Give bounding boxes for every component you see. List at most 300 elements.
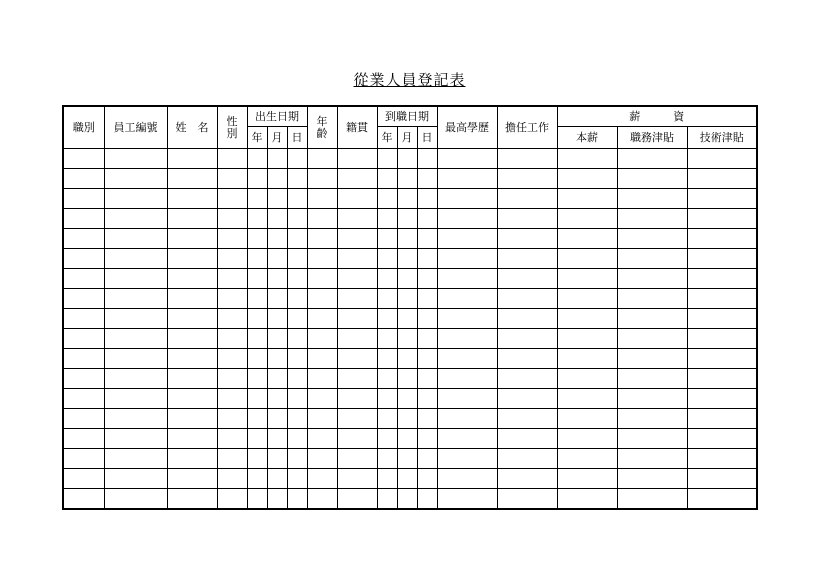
cell-employee-no[interactable] xyxy=(104,349,167,369)
cell-hire-day[interactable] xyxy=(417,409,437,429)
cell-hire-year[interactable] xyxy=(377,289,397,309)
cell-birth-year[interactable] xyxy=(247,189,267,209)
cell-birth-day[interactable] xyxy=(287,429,307,449)
cell-origin[interactable] xyxy=(337,469,377,489)
cell-duty-allowance[interactable] xyxy=(617,429,687,449)
cell-job[interactable] xyxy=(497,449,557,469)
cell-employee-no[interactable] xyxy=(104,429,167,449)
cell-birth-year[interactable] xyxy=(247,489,267,510)
cell-base-pay[interactable] xyxy=(557,329,617,349)
cell-base-pay[interactable] xyxy=(557,409,617,429)
cell-duty-allowance[interactable] xyxy=(617,369,687,389)
cell-birth-month[interactable] xyxy=(267,449,287,469)
cell-duty-allowance[interactable] xyxy=(617,489,687,510)
cell-education[interactable] xyxy=(437,189,497,209)
cell-birth-month[interactable] xyxy=(267,169,287,189)
cell-tech-allowance[interactable] xyxy=(687,169,757,189)
cell-age[interactable] xyxy=(307,369,337,389)
cell-age[interactable] xyxy=(307,409,337,429)
cell-hire-day[interactable] xyxy=(417,309,437,329)
cell-age[interactable] xyxy=(307,309,337,329)
cell-birth-year[interactable] xyxy=(247,369,267,389)
cell-origin[interactable] xyxy=(337,409,377,429)
cell-birth-day[interactable] xyxy=(287,389,307,409)
cell-hire-year[interactable] xyxy=(377,329,397,349)
cell-age[interactable] xyxy=(307,489,337,510)
cell-age[interactable] xyxy=(307,249,337,269)
cell-education[interactable] xyxy=(437,169,497,189)
cell-birth-month[interactable] xyxy=(267,329,287,349)
cell-gender[interactable] xyxy=(217,469,247,489)
cell-education[interactable] xyxy=(437,249,497,269)
cell-duty-allowance[interactable] xyxy=(617,329,687,349)
cell-origin[interactable] xyxy=(337,269,377,289)
cell-hire-year[interactable] xyxy=(377,409,397,429)
cell-hire-month[interactable] xyxy=(397,409,417,429)
cell-name[interactable] xyxy=(167,429,217,449)
cell-birth-year[interactable] xyxy=(247,309,267,329)
cell-duty-allowance[interactable] xyxy=(617,389,687,409)
cell-hire-day[interactable] xyxy=(417,329,437,349)
cell-employee-no[interactable] xyxy=(104,289,167,309)
cell-birth-year[interactable] xyxy=(247,229,267,249)
cell-employee-no[interactable] xyxy=(104,169,167,189)
cell-hire-day[interactable] xyxy=(417,429,437,449)
cell-position[interactable] xyxy=(63,449,104,469)
cell-name[interactable] xyxy=(167,329,217,349)
cell-origin[interactable] xyxy=(337,489,377,510)
cell-job[interactable] xyxy=(497,429,557,449)
cell-birth-month[interactable] xyxy=(267,389,287,409)
cell-employee-no[interactable] xyxy=(104,369,167,389)
cell-gender[interactable] xyxy=(217,489,247,510)
cell-birth-day[interactable] xyxy=(287,409,307,429)
cell-job[interactable] xyxy=(497,389,557,409)
cell-tech-allowance[interactable] xyxy=(687,289,757,309)
cell-hire-month[interactable] xyxy=(397,369,417,389)
cell-job[interactable] xyxy=(497,329,557,349)
cell-position[interactable] xyxy=(63,489,104,510)
cell-employee-no[interactable] xyxy=(104,269,167,289)
cell-hire-month[interactable] xyxy=(397,189,417,209)
cell-origin[interactable] xyxy=(337,149,377,169)
cell-hire-year[interactable] xyxy=(377,189,397,209)
cell-name[interactable] xyxy=(167,149,217,169)
cell-name[interactable] xyxy=(167,229,217,249)
cell-position[interactable] xyxy=(63,469,104,489)
cell-base-pay[interactable] xyxy=(557,489,617,510)
cell-hire-month[interactable] xyxy=(397,469,417,489)
cell-gender[interactable] xyxy=(217,249,247,269)
cell-origin[interactable] xyxy=(337,449,377,469)
cell-base-pay[interactable] xyxy=(557,429,617,449)
cell-hire-month[interactable] xyxy=(397,209,417,229)
cell-birth-month[interactable] xyxy=(267,229,287,249)
cell-age[interactable] xyxy=(307,189,337,209)
cell-birth-year[interactable] xyxy=(247,149,267,169)
cell-hire-month[interactable] xyxy=(397,329,417,349)
cell-age[interactable] xyxy=(307,149,337,169)
cell-position[interactable] xyxy=(63,389,104,409)
cell-employee-no[interactable] xyxy=(104,249,167,269)
cell-education[interactable] xyxy=(437,229,497,249)
cell-hire-month[interactable] xyxy=(397,289,417,309)
cell-hire-year[interactable] xyxy=(377,229,397,249)
cell-education[interactable] xyxy=(437,269,497,289)
cell-employee-no[interactable] xyxy=(104,209,167,229)
cell-birth-month[interactable] xyxy=(267,349,287,369)
cell-duty-allowance[interactable] xyxy=(617,289,687,309)
cell-birth-day[interactable] xyxy=(287,489,307,510)
cell-origin[interactable] xyxy=(337,369,377,389)
cell-name[interactable] xyxy=(167,269,217,289)
cell-hire-day[interactable] xyxy=(417,189,437,209)
cell-job[interactable] xyxy=(497,189,557,209)
cell-hire-year[interactable] xyxy=(377,269,397,289)
cell-gender[interactable] xyxy=(217,209,247,229)
cell-employee-no[interactable] xyxy=(104,469,167,489)
cell-birth-year[interactable] xyxy=(247,449,267,469)
cell-birth-year[interactable] xyxy=(247,389,267,409)
cell-age[interactable] xyxy=(307,349,337,369)
cell-name[interactable] xyxy=(167,369,217,389)
cell-base-pay[interactable] xyxy=(557,169,617,189)
cell-gender[interactable] xyxy=(217,349,247,369)
cell-hire-day[interactable] xyxy=(417,389,437,409)
cell-birth-year[interactable] xyxy=(247,269,267,289)
cell-employee-no[interactable] xyxy=(104,489,167,510)
cell-birth-day[interactable] xyxy=(287,209,307,229)
cell-duty-allowance[interactable] xyxy=(617,349,687,369)
cell-tech-allowance[interactable] xyxy=(687,269,757,289)
cell-tech-allowance[interactable] xyxy=(687,369,757,389)
cell-education[interactable] xyxy=(437,489,497,510)
cell-gender[interactable] xyxy=(217,389,247,409)
cell-hire-day[interactable] xyxy=(417,489,437,510)
cell-employee-no[interactable] xyxy=(104,149,167,169)
cell-birth-month[interactable] xyxy=(267,429,287,449)
cell-hire-month[interactable] xyxy=(397,309,417,329)
cell-employee-no[interactable] xyxy=(104,229,167,249)
cell-education[interactable] xyxy=(437,349,497,369)
cell-hire-day[interactable] xyxy=(417,209,437,229)
cell-name[interactable] xyxy=(167,169,217,189)
cell-name[interactable] xyxy=(167,489,217,510)
cell-age[interactable] xyxy=(307,269,337,289)
cell-hire-day[interactable] xyxy=(417,349,437,369)
cell-job[interactable] xyxy=(497,269,557,289)
cell-tech-allowance[interactable] xyxy=(687,249,757,269)
cell-duty-allowance[interactable] xyxy=(617,189,687,209)
cell-birth-day[interactable] xyxy=(287,449,307,469)
cell-birth-year[interactable] xyxy=(247,469,267,489)
cell-origin[interactable] xyxy=(337,189,377,209)
cell-tech-allowance[interactable] xyxy=(687,429,757,449)
cell-education[interactable] xyxy=(437,209,497,229)
cell-tech-allowance[interactable] xyxy=(687,149,757,169)
cell-position[interactable] xyxy=(63,329,104,349)
cell-hire-year[interactable] xyxy=(377,249,397,269)
cell-hire-month[interactable] xyxy=(397,349,417,369)
cell-name[interactable] xyxy=(167,469,217,489)
cell-birth-day[interactable] xyxy=(287,289,307,309)
cell-age[interactable] xyxy=(307,389,337,409)
cell-origin[interactable] xyxy=(337,249,377,269)
cell-origin[interactable] xyxy=(337,289,377,309)
cell-hire-month[interactable] xyxy=(397,149,417,169)
cell-position[interactable] xyxy=(63,309,104,329)
cell-base-pay[interactable] xyxy=(557,309,617,329)
cell-hire-year[interactable] xyxy=(377,429,397,449)
cell-education[interactable] xyxy=(437,369,497,389)
cell-employee-no[interactable] xyxy=(104,389,167,409)
cell-hire-year[interactable] xyxy=(377,449,397,469)
cell-base-pay[interactable] xyxy=(557,249,617,269)
cell-gender[interactable] xyxy=(217,409,247,429)
cell-duty-allowance[interactable] xyxy=(617,409,687,429)
cell-hire-year[interactable] xyxy=(377,209,397,229)
cell-hire-day[interactable] xyxy=(417,269,437,289)
cell-birth-day[interactable] xyxy=(287,229,307,249)
cell-gender[interactable] xyxy=(217,309,247,329)
cell-base-pay[interactable] xyxy=(557,149,617,169)
cell-birth-day[interactable] xyxy=(287,149,307,169)
cell-age[interactable] xyxy=(307,289,337,309)
cell-job[interactable] xyxy=(497,349,557,369)
cell-age[interactable] xyxy=(307,229,337,249)
cell-duty-allowance[interactable] xyxy=(617,309,687,329)
cell-origin[interactable] xyxy=(337,329,377,349)
cell-education[interactable] xyxy=(437,409,497,429)
cell-position[interactable] xyxy=(63,269,104,289)
cell-birth-year[interactable] xyxy=(247,429,267,449)
cell-position[interactable] xyxy=(63,349,104,369)
cell-hire-day[interactable] xyxy=(417,369,437,389)
cell-base-pay[interactable] xyxy=(557,389,617,409)
cell-hire-year[interactable] xyxy=(377,469,397,489)
cell-base-pay[interactable] xyxy=(557,229,617,249)
cell-birth-day[interactable] xyxy=(287,369,307,389)
cell-base-pay[interactable] xyxy=(557,209,617,229)
cell-job[interactable] xyxy=(497,169,557,189)
cell-base-pay[interactable] xyxy=(557,269,617,289)
cell-education[interactable] xyxy=(437,449,497,469)
cell-hire-day[interactable] xyxy=(417,469,437,489)
cell-position[interactable] xyxy=(63,169,104,189)
cell-age[interactable] xyxy=(307,429,337,449)
cell-duty-allowance[interactable] xyxy=(617,169,687,189)
cell-employee-no[interactable] xyxy=(104,449,167,469)
cell-age[interactable] xyxy=(307,449,337,469)
cell-name[interactable] xyxy=(167,449,217,469)
cell-job[interactable] xyxy=(497,309,557,329)
cell-hire-day[interactable] xyxy=(417,229,437,249)
cell-hire-day[interactable] xyxy=(417,249,437,269)
cell-birth-day[interactable] xyxy=(287,469,307,489)
cell-education[interactable] xyxy=(437,469,497,489)
cell-gender[interactable] xyxy=(217,329,247,349)
cell-tech-allowance[interactable] xyxy=(687,389,757,409)
cell-birth-month[interactable] xyxy=(267,409,287,429)
cell-birth-day[interactable] xyxy=(287,169,307,189)
cell-education[interactable] xyxy=(437,289,497,309)
cell-tech-allowance[interactable] xyxy=(687,229,757,249)
cell-birth-day[interactable] xyxy=(287,249,307,269)
cell-age[interactable] xyxy=(307,329,337,349)
cell-position[interactable] xyxy=(63,209,104,229)
cell-birth-month[interactable] xyxy=(267,369,287,389)
cell-tech-allowance[interactable] xyxy=(687,469,757,489)
cell-birth-month[interactable] xyxy=(267,469,287,489)
cell-origin[interactable] xyxy=(337,349,377,369)
cell-birth-day[interactable] xyxy=(287,349,307,369)
cell-birth-year[interactable] xyxy=(247,209,267,229)
cell-gender[interactable] xyxy=(217,149,247,169)
cell-gender[interactable] xyxy=(217,269,247,289)
cell-job[interactable] xyxy=(497,289,557,309)
cell-origin[interactable] xyxy=(337,429,377,449)
cell-hire-month[interactable] xyxy=(397,489,417,510)
cell-base-pay[interactable] xyxy=(557,189,617,209)
cell-education[interactable] xyxy=(437,429,497,449)
cell-tech-allowance[interactable] xyxy=(687,209,757,229)
cell-duty-allowance[interactable] xyxy=(617,269,687,289)
cell-hire-month[interactable] xyxy=(397,269,417,289)
cell-birth-year[interactable] xyxy=(247,329,267,349)
cell-tech-allowance[interactable] xyxy=(687,329,757,349)
cell-job[interactable] xyxy=(497,469,557,489)
cell-name[interactable] xyxy=(167,349,217,369)
cell-duty-allowance[interactable] xyxy=(617,149,687,169)
cell-age[interactable] xyxy=(307,209,337,229)
cell-hire-year[interactable] xyxy=(377,309,397,329)
cell-hire-month[interactable] xyxy=(397,229,417,249)
cell-age[interactable] xyxy=(307,469,337,489)
cell-birth-day[interactable] xyxy=(287,189,307,209)
cell-tech-allowance[interactable] xyxy=(687,349,757,369)
cell-hire-year[interactable] xyxy=(377,149,397,169)
cell-name[interactable] xyxy=(167,249,217,269)
cell-position[interactable] xyxy=(63,229,104,249)
cell-origin[interactable] xyxy=(337,229,377,249)
cell-employee-no[interactable] xyxy=(104,309,167,329)
cell-hire-month[interactable] xyxy=(397,429,417,449)
cell-hire-year[interactable] xyxy=(377,369,397,389)
cell-birth-year[interactable] xyxy=(247,289,267,309)
cell-duty-allowance[interactable] xyxy=(617,469,687,489)
cell-birth-year[interactable] xyxy=(247,409,267,429)
cell-education[interactable] xyxy=(437,309,497,329)
cell-birth-day[interactable] xyxy=(287,309,307,329)
cell-hire-day[interactable] xyxy=(417,449,437,469)
cell-name[interactable] xyxy=(167,189,217,209)
cell-employee-no[interactable] xyxy=(104,329,167,349)
cell-hire-year[interactable] xyxy=(377,169,397,189)
cell-base-pay[interactable] xyxy=(557,449,617,469)
cell-hire-year[interactable] xyxy=(377,389,397,409)
cell-name[interactable] xyxy=(167,309,217,329)
cell-hire-month[interactable] xyxy=(397,169,417,189)
cell-birth-day[interactable] xyxy=(287,269,307,289)
cell-employee-no[interactable] xyxy=(104,409,167,429)
cell-base-pay[interactable] xyxy=(557,369,617,389)
cell-duty-allowance[interactable] xyxy=(617,229,687,249)
cell-job[interactable] xyxy=(497,409,557,429)
cell-gender[interactable] xyxy=(217,369,247,389)
cell-base-pay[interactable] xyxy=(557,469,617,489)
cell-hire-month[interactable] xyxy=(397,389,417,409)
cell-hire-day[interactable] xyxy=(417,289,437,309)
cell-job[interactable] xyxy=(497,209,557,229)
cell-birth-month[interactable] xyxy=(267,269,287,289)
cell-name[interactable] xyxy=(167,409,217,429)
cell-job[interactable] xyxy=(497,489,557,510)
cell-origin[interactable] xyxy=(337,389,377,409)
cell-tech-allowance[interactable] xyxy=(687,489,757,510)
cell-gender[interactable] xyxy=(217,429,247,449)
cell-position[interactable] xyxy=(63,369,104,389)
cell-birth-month[interactable] xyxy=(267,149,287,169)
cell-tech-allowance[interactable] xyxy=(687,449,757,469)
cell-name[interactable] xyxy=(167,389,217,409)
cell-position[interactable] xyxy=(63,289,104,309)
cell-base-pay[interactable] xyxy=(557,349,617,369)
cell-duty-allowance[interactable] xyxy=(617,449,687,469)
cell-job[interactable] xyxy=(497,249,557,269)
cell-age[interactable] xyxy=(307,169,337,189)
cell-hire-day[interactable] xyxy=(417,149,437,169)
cell-gender[interactable] xyxy=(217,449,247,469)
cell-hire-year[interactable] xyxy=(377,349,397,369)
cell-position[interactable] xyxy=(63,189,104,209)
cell-birth-year[interactable] xyxy=(247,349,267,369)
cell-hire-month[interactable] xyxy=(397,249,417,269)
cell-hire-month[interactable] xyxy=(397,449,417,469)
cell-name[interactable] xyxy=(167,209,217,229)
cell-gender[interactable] xyxy=(217,289,247,309)
cell-birth-month[interactable] xyxy=(267,489,287,510)
cell-job[interactable] xyxy=(497,229,557,249)
cell-tech-allowance[interactable] xyxy=(687,409,757,429)
cell-education[interactable] xyxy=(437,329,497,349)
cell-birth-month[interactable] xyxy=(267,209,287,229)
cell-duty-allowance[interactable] xyxy=(617,209,687,229)
cell-gender[interactable] xyxy=(217,169,247,189)
cell-position[interactable] xyxy=(63,249,104,269)
cell-birth-year[interactable] xyxy=(247,249,267,269)
cell-hire-day[interactable] xyxy=(417,169,437,189)
cell-origin[interactable] xyxy=(337,309,377,329)
cell-job[interactable] xyxy=(497,369,557,389)
cell-position[interactable] xyxy=(63,409,104,429)
cell-gender[interactable] xyxy=(217,229,247,249)
cell-birth-month[interactable] xyxy=(267,309,287,329)
cell-hire-year[interactable] xyxy=(377,489,397,510)
cell-base-pay[interactable] xyxy=(557,289,617,309)
cell-tech-allowance[interactable] xyxy=(687,189,757,209)
cell-origin[interactable] xyxy=(337,209,377,229)
cell-education[interactable] xyxy=(437,149,497,169)
cell-origin[interactable] xyxy=(337,169,377,189)
cell-education[interactable] xyxy=(437,389,497,409)
cell-birth-month[interactable] xyxy=(267,249,287,269)
cell-tech-allowance[interactable] xyxy=(687,309,757,329)
cell-birth-day[interactable] xyxy=(287,329,307,349)
cell-gender[interactable] xyxy=(217,189,247,209)
cell-position[interactable] xyxy=(63,429,104,449)
cell-name[interactable] xyxy=(167,289,217,309)
cell-duty-allowance[interactable] xyxy=(617,249,687,269)
